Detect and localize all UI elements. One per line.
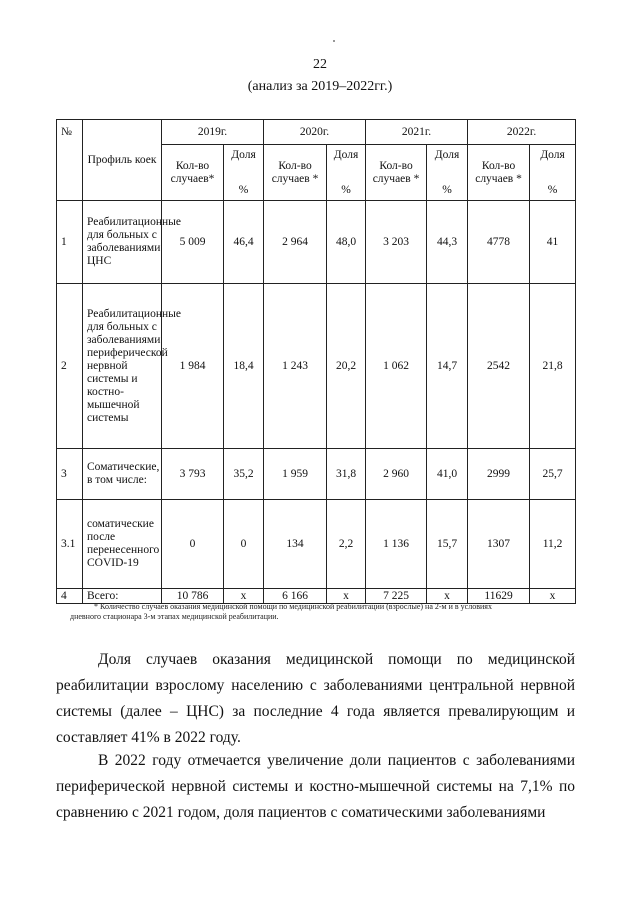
header-year-2022: 2022г. [468, 120, 576, 145]
cell-value: 6 166 [264, 589, 327, 604]
header-count-2021: Кол-во случаев * [366, 145, 427, 201]
cell-value: 1 959 [264, 449, 327, 500]
row-number: 2 [57, 284, 83, 449]
page-number: 22 [313, 57, 327, 72]
table-row [57, 201, 576, 284]
cell-value: 44,3 [427, 201, 468, 284]
share-label: Доля [434, 148, 460, 161]
cell-value: 46,4 [224, 201, 264, 284]
share-label: Доля [540, 148, 565, 161]
cell-value: 1 062 [366, 284, 427, 449]
cell-value: 41,0 [427, 449, 468, 500]
cell-value: 11629 [468, 589, 530, 604]
cell-value: 1 984 [162, 284, 224, 449]
cell-value: x [224, 589, 264, 604]
table-row [57, 500, 576, 589]
cell-value: 0 [162, 500, 224, 589]
cell-value: x [327, 589, 366, 604]
cell-value: 18,4 [224, 284, 264, 449]
cell-value: 21,8 [530, 284, 576, 449]
cell-value: 25,7 [530, 449, 576, 500]
header-count-2019: Кол-во случаев* [162, 145, 224, 201]
cell-value: 31,8 [327, 449, 366, 500]
share-label: Доля [231, 148, 256, 161]
cell-value: 3 793 [162, 449, 224, 500]
cell-value: 41 [530, 201, 576, 284]
cell-value: 4778 [468, 201, 530, 284]
header-share-2020 [327, 145, 366, 201]
row-number: 3 [57, 449, 83, 500]
cell-value: 15,7 [427, 500, 468, 589]
header-share-2022 [530, 145, 576, 201]
footnote-line: дневного стационара 3-м этапах медицинской реабилитации. [70, 612, 279, 621]
cell-value: 2,2 [327, 500, 366, 589]
header-year-2019: 2019г. [162, 120, 264, 145]
rehab-statistics-table [56, 119, 576, 604]
cell-value: 1 243 [264, 284, 327, 449]
share-unit: % [442, 183, 452, 196]
row-profile: Реабилитационные для больных с заболеваниями ЦНС [83, 201, 162, 284]
cell-value: 35,2 [224, 449, 264, 500]
header-count-2020: Кол-во случаев * [264, 145, 327, 201]
row-number: 4 [57, 589, 83, 604]
share-unit: % [341, 183, 351, 196]
header-year-2020: 2020г. [264, 120, 366, 145]
cell-value: 11,2 [530, 500, 576, 589]
cell-value: 1 136 [366, 500, 427, 589]
header-profile-label: Профиль коек [87, 153, 157, 166]
share-label: Доля [333, 148, 359, 161]
header-share-2021 [427, 145, 468, 201]
share-unit: % [547, 183, 558, 196]
cell-value: x [427, 589, 468, 604]
cell-value: 2 964 [264, 201, 327, 284]
row-profile: Соматические, в том числе: [83, 449, 162, 500]
cell-value: 20,2 [327, 284, 366, 449]
row-number: 3.1 [57, 500, 83, 589]
cell-value: 10 786 [162, 589, 224, 604]
row-profile: Всего: [83, 589, 162, 604]
share-unit: % [238, 183, 249, 196]
cell-value: 5 009 [162, 201, 224, 284]
header-share-2019 [224, 145, 264, 201]
table-row [57, 449, 576, 500]
cell-value: 7 225 [366, 589, 427, 604]
body-paragraph: В 2022 году отмечается увеличение доли пациентов с заболеваниями периферической нервной системы и костно-мышечной системы на 7,1% по сравнению с 2021 годом, доля пациентов с соматическими заболеваниями [56, 751, 575, 821]
table-footnote [70, 602, 575, 622]
cell-value: 2542 [468, 284, 530, 449]
cell-value: 3 203 [366, 201, 427, 284]
footnote-line: * Количество случаев оказания медицинской помощи по медицинской реабилитации (взрослые) на 2-м и в условиях [94, 602, 492, 611]
table-row [57, 284, 576, 449]
cell-value: 48,0 [327, 201, 366, 284]
page-subtitle: (анализ за 2019–2022гг.) [247, 79, 393, 94]
cell-value: x [530, 589, 576, 604]
body-paragraph: Доля случаев оказания медицинской помощи по медицинской реабилитации взрослому населению с заболеваниями центральной нервной системы (далее – ЦНС) за последние 4 года является превалирующим и составляет 41% в 2022 году. [56, 650, 575, 746]
cell-value: 2999 [468, 449, 530, 500]
cell-value: 0 [224, 500, 264, 589]
header-year-2021: 2021г. [366, 120, 468, 145]
row-profile: соматические после перенесенного COVID-19 [83, 500, 162, 589]
cell-value: 1307 [468, 500, 530, 589]
scan-dot [333, 40, 335, 42]
row-profile: Реабилитационные для больных с заболеваниями периферической нервной системы и костно-мышечной системы [83, 284, 162, 449]
header-count-2022: Кол-во случаев * [468, 145, 530, 201]
cell-value: 134 [264, 500, 327, 589]
header-number: № [57, 120, 83, 201]
cell-value: 2 960 [366, 449, 427, 500]
header-profile [83, 120, 162, 201]
row-number: 1 [57, 201, 83, 284]
cell-value: 14,7 [427, 284, 468, 449]
